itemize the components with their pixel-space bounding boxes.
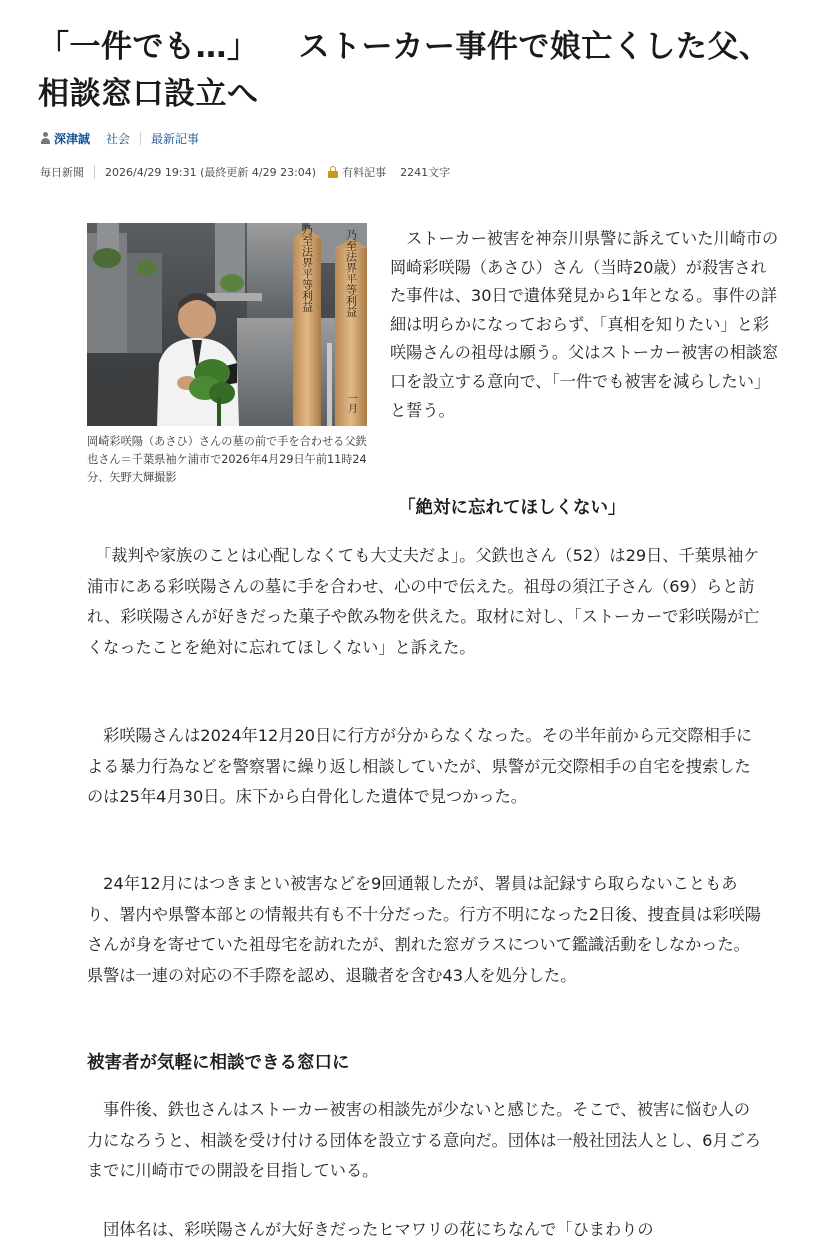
body-paragraph: 24年12月にはつきまとい被害などを9回通報したが、署員は記録すら取らないこともあり、署内や県警本部との情報共有も不十分だった。行方不明になった2日後、捜査員は彩咲陽さんが身を寄せていた祖母宅を訪れたが、割れた窓ガラスについて鑑識活動をしなかった。県警は一連の対応の不手際を認め、退職者を含む43人を処分した。 [87, 874, 761, 985]
section-heading: 「絶対に忘れてほしくない」 [398, 498, 626, 518]
publish-datetime: 2026/4/29 19:31 (最終更新 4/29 23:04) [105, 166, 317, 179]
byline [40, 128, 199, 148]
marker-text-center: 乃至法界平等利益 [300, 224, 314, 312]
headline-part-1: 「一件でも…」 [38, 29, 259, 65]
person-icon [40, 132, 51, 145]
lead-paragraph: ストーカー被害を神奈川県警に訴えていた川崎市の岡崎彩咲陽（あさひ）さん（当時20歳）が殺害された事件は、30日で遺体発見から1年となる。事件の詳細は明らかになっておらず、「真相を知りたい」と彩咲陽さんの祖母は願う。父はストーカー被害の相談窓口を設立する意向で、「一件でも被害を減らしたい」と誓う。 [390, 229, 779, 420]
category-link[interactable]: 社会 [106, 131, 131, 146]
photo-illustration [87, 223, 367, 426]
char-count: 2241文字 [400, 166, 451, 179]
divider [140, 132, 141, 145]
author-link[interactable]: 深津誠 [54, 131, 91, 146]
article-headline [38, 24, 808, 118]
marker-text-right: 乃至法界平等利益 [344, 229, 358, 317]
latest-articles-link[interactable]: 最新記事 [151, 131, 200, 146]
headline-part-3: 相談窓口設立へ [38, 76, 259, 112]
article-meta [40, 163, 450, 181]
headline-part-2: ストーカー事件で娘亡くした父、 [298, 29, 771, 65]
divider [94, 165, 95, 179]
body-paragraph: 団体名は、彩咲陽さんが大好きだったヒマワリの花にちなんで「ひまわりの [87, 1220, 654, 1239]
paid-article-label: 有料記事 [342, 166, 387, 179]
body-paragraph: 「裁判や家族のことは心配しなくても大丈夫だよ」。父鉄也さん（52）は29日、千葉県袖ケ浦市にある彩咲陽さんの墓に手を合わせ、心の中で伝えた。祖母の須江子さん（69）らと訪れ、彩咲陽さんが好きだった菓子や飲み物を供えた。取材に対し、「ストーカーで彩咲陽が亡くなったことを絶対に忘れてほしくない」と訴えた。 [87, 546, 760, 657]
body-paragraph: 事件後、鉄也さんはストーカー被害の相談先が少ないと感じた。そこで、被害に悩む人の力になろうと、相談を受け付ける団体を設立する意向だ。団体は一般社団法人とし、6月ごろまでに川崎市での開設を目指している。 [87, 1100, 761, 1181]
source-label: 毎日新聞 [40, 166, 84, 179]
marker-text-month: 一月 [345, 393, 357, 413]
article-photo[interactable] [87, 223, 367, 426]
body-paragraph: 彩咲陽さんは2024年12月20日に行方が分からなくなった。その半年前から元交際相手による暴力行為などを警察署に繰り返し相談していたが、県警が元交際相手の自宅を捜索したのは25年4月30日。床下から白骨化した遺体で見つかった。 [87, 726, 753, 807]
section-heading: 被害者が気軽に相談できる窓口に [87, 1053, 350, 1073]
lock-icon [328, 166, 338, 178]
photo-caption: 岡崎彩咲陽（あさひ）さんの墓の前で手を合わせる父鉄也さん＝千葉県袖ケ浦市で2026年4月29日午前11時24分、矢野大輝撮影 [87, 435, 367, 484]
